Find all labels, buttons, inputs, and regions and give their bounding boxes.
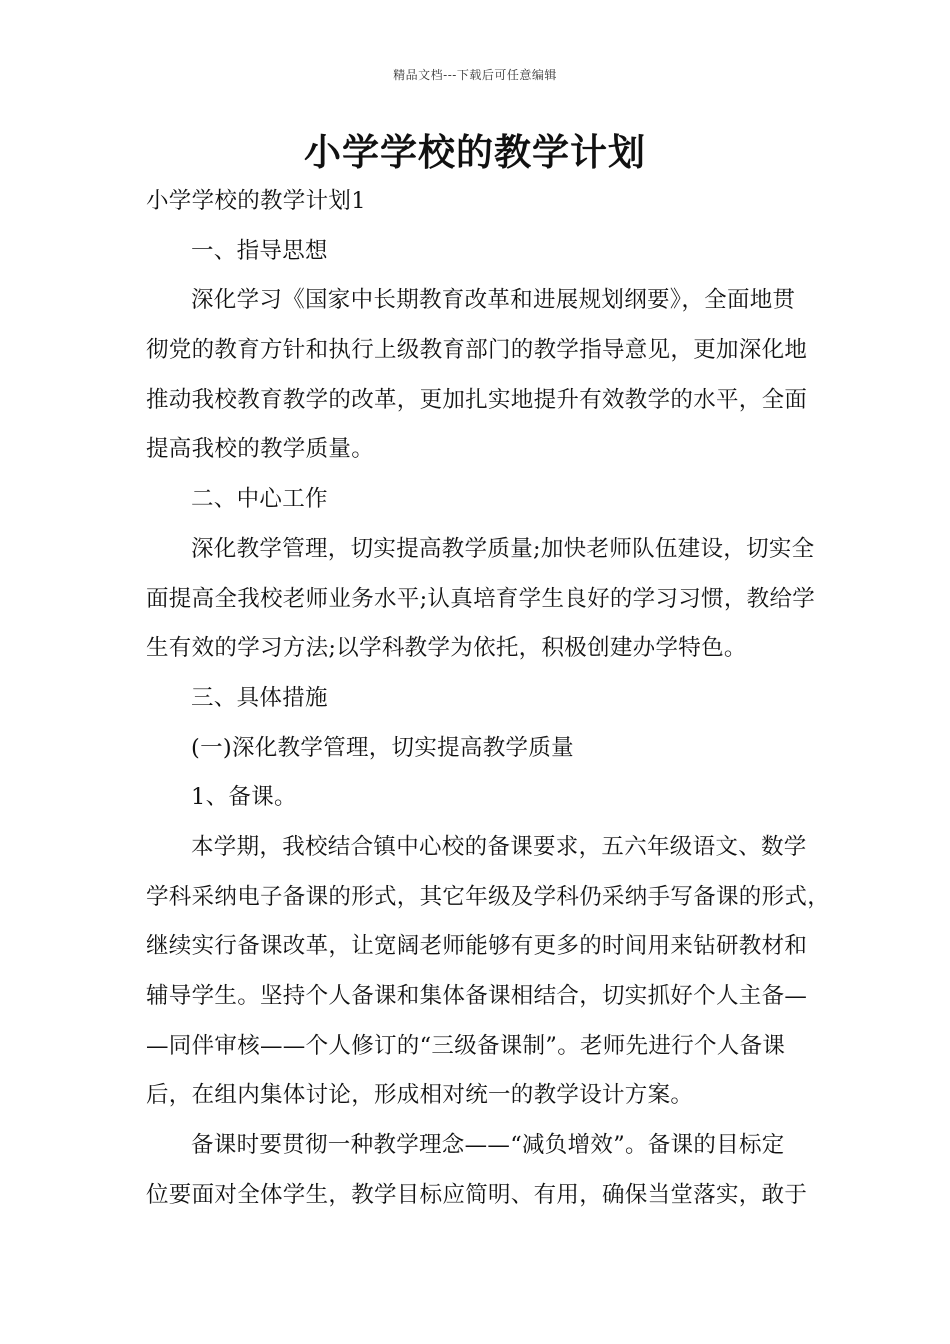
paragraph-line: 提高我校的教学质量。	[146, 436, 375, 463]
paragraph-line: 推动我校教育教学的改革，更加扎实地提升有效教学的水平，全面	[146, 386, 808, 413]
paragraph-line: 深化教学管理，切实提高教学质量;加快老师队伍建设，切实全	[191, 535, 815, 562]
paragraph-line: 继续实行备课改革，让宽阔老师能够有更多的时间用来钻研教材和	[146, 933, 808, 960]
paragraph-line: 辅导学生。坚持个人备课和集体备课相结合，切实抓好个人主备—	[146, 983, 808, 1009]
paragraph-line: 学科采纳电子备课的形式，其它年级及学科仍采纳手写备课的形式，	[146, 883, 831, 910]
paragraph-line: 深化学习《国家中长期教育改革和进展规划纲要》，全面地贯	[191, 287, 796, 314]
paragraph-line: 备课时要贯彻一种教学理念——“减负增效”。备课的目标定	[191, 1132, 785, 1159]
paragraph-line: 后，在组内集体讨论，形成相对统一的教学设计方案。	[146, 1082, 694, 1109]
subheading-lesson-prep: 1、备课。	[191, 784, 297, 811]
section-subtitle: 小学学校的教学计划1	[146, 188, 366, 214]
paragraph-line: 位要面对全体学生，教学目标应简明、有用，确保当堂落实，敢于	[146, 1181, 808, 1208]
paragraph-line: 面提高全我校老师业务水平;认真培育学生良好的学习习惯，教给学	[146, 585, 816, 612]
page-header-note: 精品文档---下载后可任意编辑	[393, 68, 557, 82]
paragraph-line: 本学期，我校结合镇中心校的备课要求，五六年级语文、数学	[191, 833, 807, 860]
document-body	[146, 177, 831, 1220]
heading-specific-measures: 三、具体措施	[191, 684, 328, 711]
paragraph-line: 生有效的学习方法;以学科教学为依托，积极创建办学特色。	[146, 635, 747, 662]
document-title: 小学学校的教学计划	[304, 130, 646, 174]
heading-central-work: 二、中心工作	[191, 486, 328, 513]
heading-guiding-ideology: 一、指导思想	[191, 237, 328, 264]
paragraph-line: 彻党的教育方针和执行上级教育部门的教学指导意见，更加深化地	[146, 337, 808, 364]
paragraph-line: —同伴审核——个人修订的“三级备课制”。老师先进行个人备课	[146, 1032, 786, 1059]
subheading-teaching-management: (一)深化教学管理，切实提高教学质量	[191, 734, 574, 761]
